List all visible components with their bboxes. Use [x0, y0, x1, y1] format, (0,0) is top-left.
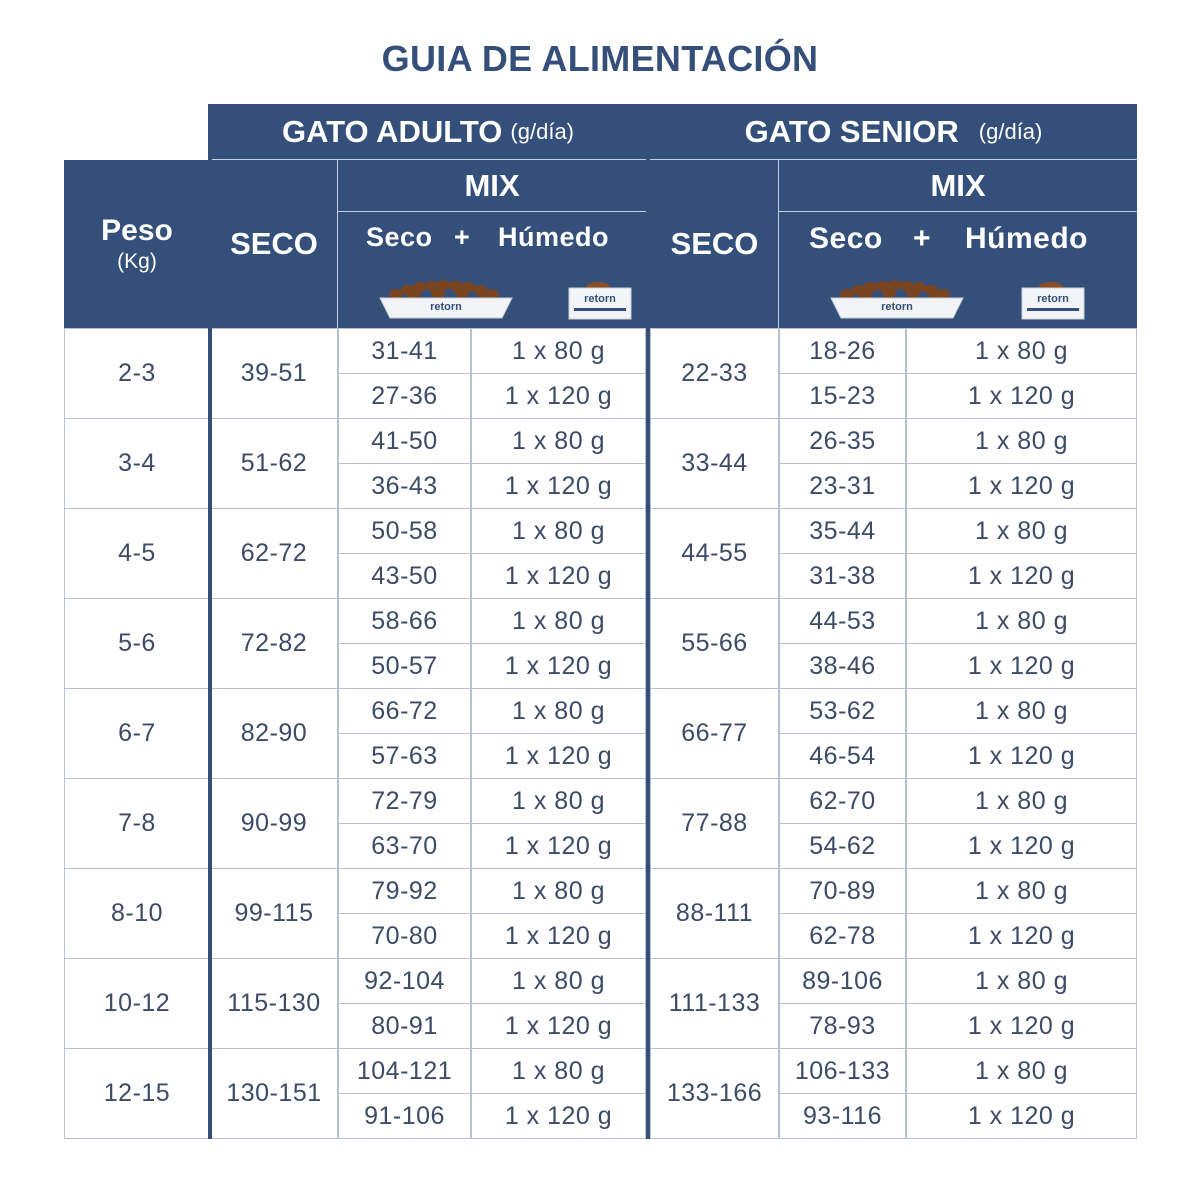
senior-mix-wet-cell: 1 x 80 g — [906, 958, 1137, 1004]
adult-mix-dry-cell: 92-104 — [338, 958, 471, 1004]
senior-mix-wet-cell: 1 x 120 g — [906, 463, 1137, 509]
dry-food-bowl-icon — [378, 278, 514, 320]
adult-mix-wet-cell: 1 x 120 g — [471, 1003, 646, 1049]
header-senior-seco-label: SECO — [670, 226, 759, 261]
senior-seco-cell: 111-133 — [650, 958, 779, 1049]
senior-mix-wet-cell: 1 x 120 g — [906, 1093, 1137, 1139]
peso-cell: 4-5 — [64, 508, 210, 599]
adult-mix-wet-cell: 1 x 80 g — [471, 1048, 646, 1094]
senior-seco-cell: 133-166 — [650, 1048, 779, 1139]
senior-mix-dry-cell: 62-78 — [779, 913, 906, 959]
adult-mix-wet-cell: 1 x 120 g — [471, 373, 646, 419]
adult-mix-dry-cell: 31-41 — [338, 328, 471, 374]
adult-mix-dry-cell: 57-63 — [338, 733, 471, 779]
adult-mix-wet-cell: 1 x 80 g — [471, 688, 646, 734]
header-divider — [210, 159, 1137, 160]
senior-mix-dry-cell: 18-26 — [779, 328, 906, 374]
senior-seco-cell: 55-66 — [650, 598, 779, 689]
mix-sub-seco: Seco — [809, 222, 883, 255]
senior-mix-dry-cell: 46-54 — [779, 733, 906, 779]
header-adult-seco — [210, 160, 338, 328]
adult-seco-cell: 82-90 — [210, 688, 338, 779]
senior-mix-dry-cell: 70-89 — [779, 868, 906, 914]
adult-seco-cell: 130-151 — [210, 1048, 338, 1139]
adult-mix-dry-cell: 50-58 — [338, 508, 471, 554]
senior-mix-wet-cell: 1 x 120 g — [906, 643, 1137, 689]
adult-mix-dry-cell: 50-57 — [338, 643, 471, 689]
header-divider — [779, 211, 1137, 212]
senior-mix-dry-cell: 106-133 — [779, 1048, 906, 1094]
header-gato-senior-unit: (g/día) — [978, 118, 1043, 144]
senior-mix-dry-cell: 26-35 — [779, 418, 906, 464]
adult-mix-dry-cell: 63-70 — [338, 823, 471, 869]
adult-mix-dry-cell: 91-106 — [338, 1093, 471, 1139]
senior-mix-dry-cell: 93-116 — [779, 1093, 906, 1139]
header-senior-mix-label: MIX — [930, 168, 986, 203]
adult-mix-wet-cell: 1 x 120 g — [471, 643, 646, 689]
header-gato-senior-label: GATO SENIOR — [744, 113, 959, 149]
header-adult-mix-sub — [338, 212, 646, 328]
adult-mix-dry-cell: 36-43 — [338, 463, 471, 509]
senior-mix-dry-cell: 78-93 — [779, 1003, 906, 1049]
peso-cell: 3-4 — [64, 418, 210, 509]
header-senior-mix-sub — [779, 212, 1137, 328]
senior-mix-wet-cell: 1 x 80 g — [906, 508, 1137, 554]
senior-mix-dry-cell: 38-46 — [779, 643, 906, 689]
header-senior-seco — [650, 160, 779, 328]
svg-text:retorn: retorn — [1037, 293, 1069, 305]
senior-mix-wet-cell: 1 x 120 g — [906, 553, 1137, 599]
adult-seco-cell: 62-72 — [210, 508, 338, 599]
mix-sub-seco: Seco — [366, 222, 433, 252]
senior-seco-cell: 44-55 — [650, 508, 779, 599]
senior-mix-wet-cell: 1 x 120 g — [906, 913, 1137, 959]
adult-seco-cell: 51-62 — [210, 418, 338, 509]
wet-food-can-icon — [1021, 280, 1085, 320]
senior-mix-wet-cell: 1 x 80 g — [906, 778, 1137, 824]
peso-cell: 10-12 — [64, 958, 210, 1049]
senior-mix-dry-cell: 31-38 — [779, 553, 906, 599]
header-peso-unit: (Kg) — [117, 250, 157, 273]
svg-text:retorn: retorn — [430, 301, 462, 313]
adult-mix-dry-cell: 41-50 — [338, 418, 471, 464]
senior-mix-wet-cell: 1 x 80 g — [906, 868, 1137, 914]
senior-mix-wet-cell: 1 x 120 g — [906, 823, 1137, 869]
adult-mix-wet-cell: 1 x 120 g — [471, 1093, 646, 1139]
adult-mix-wet-cell: 1 x 80 g — [471, 778, 646, 824]
adult-mix-wet-cell: 1 x 120 g — [471, 823, 646, 869]
header-adult-seco-label: SECO — [230, 226, 318, 261]
header-senior-mix — [779, 160, 1137, 212]
senior-mix-wet-cell: 1 x 80 g — [906, 688, 1137, 734]
svg-text:retorn: retorn — [881, 301, 913, 313]
senior-mix-dry-cell: 35-44 — [779, 508, 906, 554]
peso-cell: 6-7 — [64, 688, 210, 779]
adult-mix-wet-cell: 1 x 120 g — [471, 913, 646, 959]
dry-food-bowl-icon — [829, 278, 965, 320]
peso-cell: 5-6 — [64, 598, 210, 689]
mix-sub-plus: + — [913, 222, 932, 255]
adult-mix-wet-cell: 1 x 120 g — [471, 733, 646, 779]
header-peso — [64, 160, 210, 328]
adult-mix-wet-cell: 1 x 120 g — [471, 463, 646, 509]
header-adult-mix-label: MIX — [464, 168, 520, 203]
adult-seco-cell: 72-82 — [210, 598, 338, 689]
senior-mix-wet-cell: 1 x 80 g — [906, 418, 1137, 464]
adult-mix-wet-cell: 1 x 120 g — [471, 553, 646, 599]
adult-mix-dry-cell: 43-50 — [338, 553, 471, 599]
header-gato-adulto-label: GATO ADULTO — [281, 113, 503, 149]
senior-seco-cell: 22-33 — [650, 328, 779, 419]
svg-text:retorn: retorn — [584, 293, 616, 305]
senior-mix-dry-cell: 23-31 — [779, 463, 906, 509]
header-divider — [778, 160, 779, 328]
adult-mix-dry-cell: 27-36 — [338, 373, 471, 419]
header-divider — [338, 211, 646, 212]
peso-cell: 7-8 — [64, 778, 210, 869]
wet-food-can-icon — [568, 280, 632, 320]
column-separator — [646, 104, 650, 1139]
adult-mix-wet-cell: 1 x 80 g — [471, 418, 646, 464]
senior-mix-dry-cell: 54-62 — [779, 823, 906, 869]
adult-seco-cell: 99-115 — [210, 868, 338, 959]
peso-cell: 8-10 — [64, 868, 210, 959]
senior-mix-dry-cell: 89-106 — [779, 958, 906, 1004]
adult-mix-dry-cell: 58-66 — [338, 598, 471, 644]
senior-seco-cell: 77-88 — [650, 778, 779, 869]
senior-mix-dry-cell: 53-62 — [779, 688, 906, 734]
mix-sub-humedo: Húmedo — [498, 222, 609, 252]
adult-mix-wet-cell: 1 x 80 g — [471, 598, 646, 644]
mix-sub-plus: + — [454, 222, 471, 252]
adult-mix-dry-cell: 104-121 — [338, 1048, 471, 1094]
senior-mix-wet-cell: 1 x 80 g — [906, 1048, 1137, 1094]
adult-mix-dry-cell: 66-72 — [338, 688, 471, 734]
senior-mix-wet-cell: 1 x 120 g — [906, 1003, 1137, 1049]
page-title: GUIA DE ALIMENTACIÓN — [381, 38, 819, 79]
senior-mix-dry-cell: 62-70 — [779, 778, 906, 824]
senior-seco-cell: 33-44 — [650, 418, 779, 509]
senior-mix-dry-cell: 15-23 — [779, 373, 906, 419]
adult-mix-wet-cell: 1 x 80 g — [471, 328, 646, 374]
adult-seco-cell: 39-51 — [210, 328, 338, 419]
header-gato-adulto-unit: (g/día) — [510, 118, 575, 144]
mix-sub-humedo: Húmedo — [965, 222, 1088, 255]
adult-mix-wet-cell: 1 x 80 g — [471, 958, 646, 1004]
senior-mix-wet-cell: 1 x 120 g — [906, 373, 1137, 419]
senior-mix-wet-cell: 1 x 120 g — [906, 733, 1137, 779]
senior-seco-cell: 88-111 — [650, 868, 779, 959]
header-peso-label: Peso — [101, 214, 173, 247]
senior-mix-wet-cell: 1 x 80 g — [906, 598, 1137, 644]
senior-mix-dry-cell: 44-53 — [779, 598, 906, 644]
adult-mix-dry-cell: 79-92 — [338, 868, 471, 914]
adult-seco-cell: 115-130 — [210, 958, 338, 1049]
adult-seco-cell: 90-99 — [210, 778, 338, 869]
adult-mix-dry-cell: 70-80 — [338, 913, 471, 959]
column-separator — [208, 104, 212, 1139]
adult-mix-wet-cell: 1 x 80 g — [471, 508, 646, 554]
senior-mix-wet-cell: 1 x 80 g — [906, 328, 1137, 374]
adult-mix-dry-cell: 72-79 — [338, 778, 471, 824]
peso-cell: 2-3 — [64, 328, 210, 419]
header-divider — [337, 160, 338, 328]
header-gato-adulto — [210, 104, 646, 159]
senior-seco-cell: 66-77 — [650, 688, 779, 779]
adult-mix-dry-cell: 80-91 — [338, 1003, 471, 1049]
peso-cell: 12-15 — [64, 1048, 210, 1139]
adult-mix-wet-cell: 1 x 80 g — [471, 868, 646, 914]
header-gato-senior — [650, 104, 1137, 159]
header-adult-mix — [338, 160, 646, 212]
